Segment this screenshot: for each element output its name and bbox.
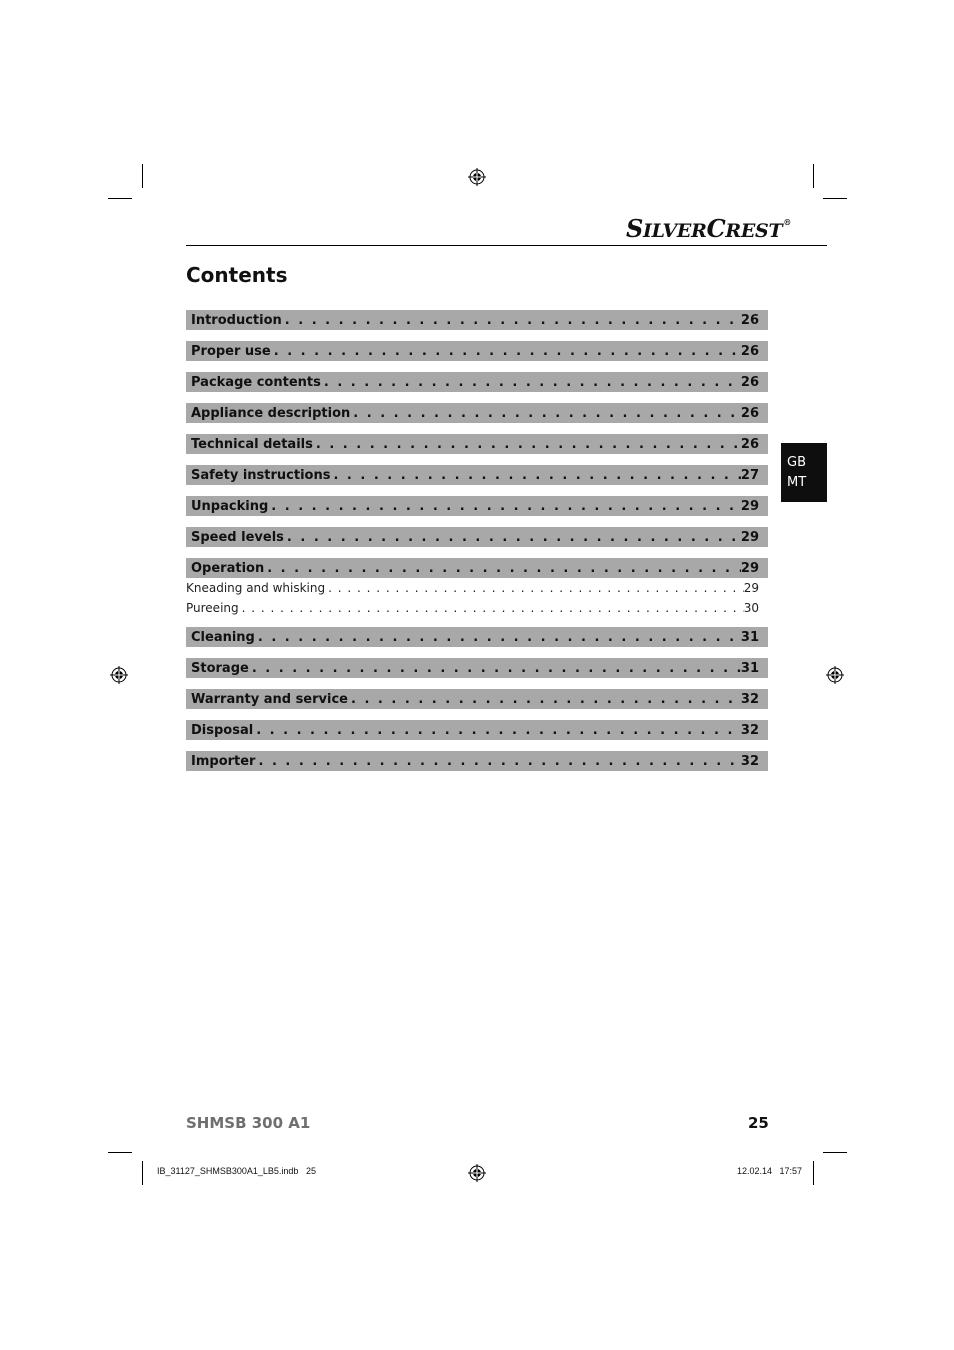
toc-entry-page: 29 [740,560,759,576]
toc-entry-warranty-and-service[interactable] [186,689,768,709]
toc-entry-page: 26 [740,374,759,390]
toc-entry-page: 32 [740,722,759,738]
toc-entry-proper-use[interactable] [186,341,768,361]
toc-subentry-kneading-and-whisking[interactable] [186,578,768,598]
leader-dots [268,499,741,514]
crop-mark [823,198,847,199]
crop-mark [108,1152,132,1153]
toc-entry-technical-details[interactable] [186,434,768,454]
leader-dots [271,344,741,359]
toc-entry-page: 27 [740,467,759,483]
toc-entry-page: 29 [740,529,759,545]
leader-dots [348,692,741,707]
toc-entry-page: 29 [740,498,759,514]
toc-entry-page: 32 [740,753,759,769]
leader-dots [330,468,740,483]
leader-dots [255,754,740,769]
toc-entry-page: 26 [740,343,759,359]
print-slug-file: IB_31127_SHMSB300A1_LB5.indb 25 [157,1166,316,1176]
registration-mark-icon [826,666,844,684]
crop-mark [823,1152,847,1153]
page-title: Contents [186,263,288,287]
toc-subentry-label: Kneading and whisking [186,581,326,595]
toc-entry-introduction[interactable] [186,310,768,330]
leader-dots [239,601,744,615]
toc-entry-speed-levels[interactable] [186,527,768,547]
toc-entry-label: Proper use [191,343,271,359]
toc-entry-safety-instructions[interactable] [186,465,768,485]
leader-dots [264,561,741,576]
crop-mark [813,1161,814,1185]
toc-subentry-pureeing[interactable] [186,598,768,618]
brand-logo: SILVERCREST® [626,214,792,243]
toc-entry-operation[interactable] [186,558,768,578]
print-slug-date: 12.02.14 17:57 [737,1166,803,1176]
leader-dots [255,630,741,645]
toc-subentry-page: 30 [743,601,759,615]
leader-dots [313,437,741,452]
leader-dots [350,406,741,421]
registration-mark-icon [468,1164,486,1182]
toc-entry-label: Unpacking [191,498,269,514]
model-number: SHMSB 300 A1 [186,1114,311,1132]
toc-entry-label: Warranty and service [191,691,348,707]
toc-entry-label: Appliance description [191,405,351,421]
toc-entry-label: Storage [191,660,249,676]
toc-subentry-page: 29 [743,581,759,595]
crop-mark [813,164,814,188]
toc-entry-label: Cleaning [191,629,255,645]
toc-entry-label: Safety instructions [191,467,331,483]
toc-subentry-label: Pureeing [186,601,239,615]
registration-mark-icon [468,168,486,186]
leader-dots [321,375,741,390]
toc-entry-importer[interactable] [186,751,768,771]
toc-entry-cleaning[interactable] [186,627,768,647]
toc-entry-label: Introduction [191,312,282,328]
crop-mark [108,198,132,199]
header-rule [186,245,827,246]
toc-entry-storage[interactable] [186,658,768,678]
table-of-contents [186,310,768,782]
language-tab [781,443,827,502]
crop-mark [142,164,143,188]
toc-entry-appliance-description[interactable] [186,403,768,423]
language-code: MT [787,475,807,490]
leader-dots [253,723,741,738]
toc-entry-disposal[interactable] [186,720,768,740]
page-number: 25 [748,1114,769,1132]
leader-dots [284,530,741,545]
registration-mark-icon [110,666,128,684]
toc-entry-label: Disposal [191,722,254,738]
toc-entry-package-contents[interactable] [186,372,768,392]
language-code: GB [787,455,806,470]
toc-entry-label: Operation [191,560,265,576]
toc-entry-page: 26 [740,312,759,328]
crop-mark [142,1161,143,1185]
toc-entry-page: 31 [740,660,759,676]
toc-entry-label: Importer [191,753,256,769]
leader-dots [282,313,741,328]
toc-entry-unpacking[interactable] [186,496,768,516]
leader-dots [325,581,744,595]
leader-dots [249,661,741,676]
toc-entry-page: 26 [740,405,759,421]
toc-subentries [186,578,768,618]
toc-entry-label: Technical details [191,436,313,452]
toc-entry-label: Package contents [191,374,321,390]
toc-entry-page: 26 [740,436,759,452]
toc-entry-page: 31 [740,629,759,645]
toc-entry-page: 32 [740,691,759,707]
toc-entry-label: Speed levels [191,529,284,545]
